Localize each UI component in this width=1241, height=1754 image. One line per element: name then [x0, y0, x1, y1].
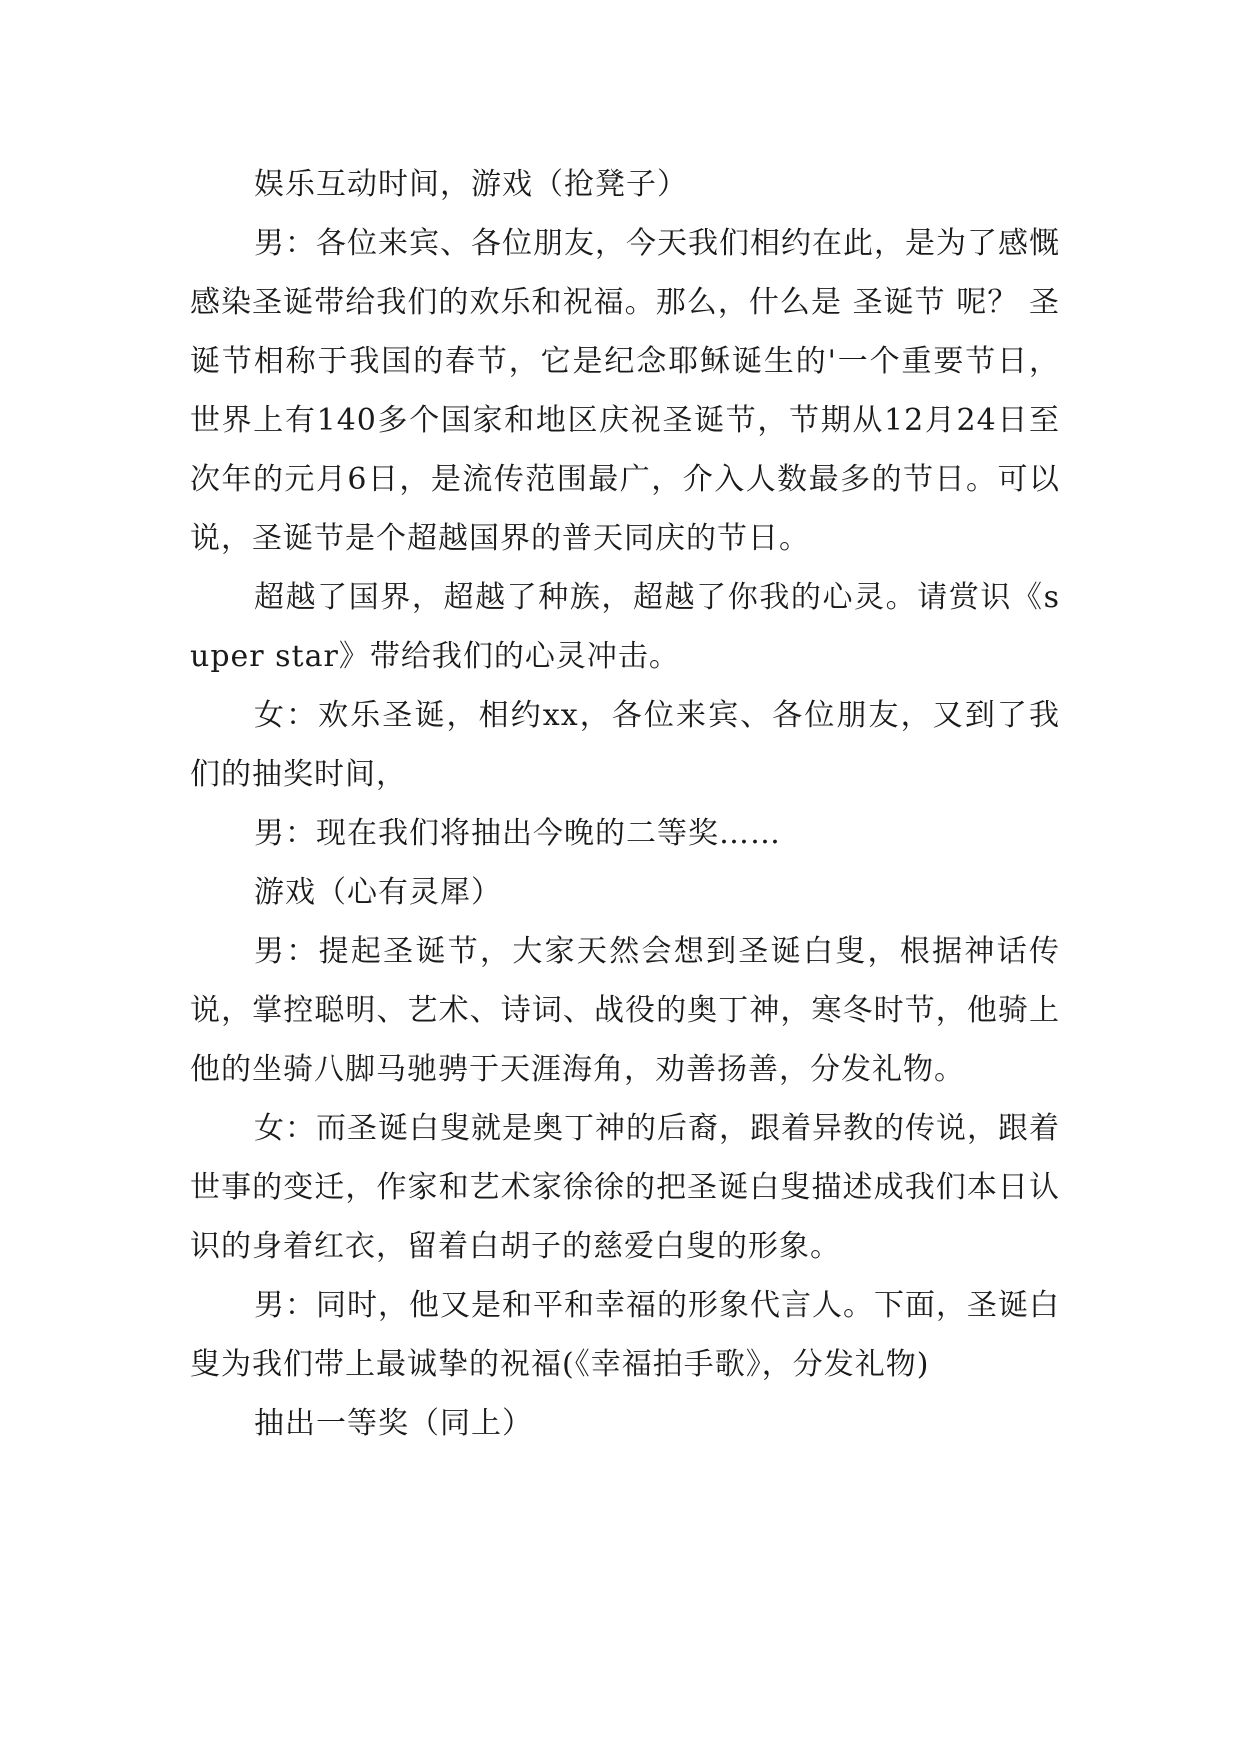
- paragraph-santa-origin: 女：而圣诞白叟就是奥丁神的后裔，跟着异教的传说，跟着世事的变迁，作家和艺术家徐徐的把圣诞白叟描述成我们本日认识的身着红衣，留着白胡子的慈爱白叟的形象。: [190, 1111, 1060, 1264]
- paragraph-christmas-intro: 男：各位来宾、各位朋友，今天我们相约在此，是为了感慨感染圣诞带给我们的欢乐和祝福。那么，什么是 圣诞节 呢？ 圣诞节相称于我国的春节，它是纪念耶稣诞生的'一个重要节日，世界上有140多个国家和地区庆祝圣诞节，节期从12月24日至次年的元月6日，是流传范围最广，介入人数最多的节日。可以说，圣诞节是个超越国界的普天同庆的节日。: [190, 226, 1060, 556]
- paragraph-santa-blessing: 男：同时，他又是和平和幸福的形象代言人。下面，圣诞白叟为我们带上最诚挚的祝福(《幸福拍手歌》，分发礼物): [190, 1288, 1060, 1382]
- paragraph-game-intro: 娱乐互动时间，游戏（抢凳子）: [254, 167, 688, 202]
- paragraph-game-telepathy: 游戏（心有灵犀）: [254, 875, 502, 910]
- paragraph-lottery-time: 女：欢乐圣诞，相约xx，各位来宾、各位朋友，又到了我们的抽奖时间，: [190, 698, 1060, 792]
- document-body: [190, 155, 1060, 1453]
- paragraph-superstar: 超越了国界，超越了种族，超越了你我的心灵。请赏识《super star》带给我们的心灵冲击。: [190, 580, 1060, 674]
- paragraph-second-prize: 男：现在我们将抽出今晚的二等奖……: [254, 816, 781, 851]
- paragraph-first-prize: 抽出一等奖（同上）: [254, 1406, 533, 1441]
- paragraph-santa-legend: 男：提起圣诞节，大家天然会想到圣诞白叟，根据神话传说，掌控聪明、艺术、诗词、战役的奥丁神，寒冬时节，他骑上他的坐骑八脚马驰骋于天涯海角，劝善扬善，分发礼物。: [190, 934, 1060, 1087]
